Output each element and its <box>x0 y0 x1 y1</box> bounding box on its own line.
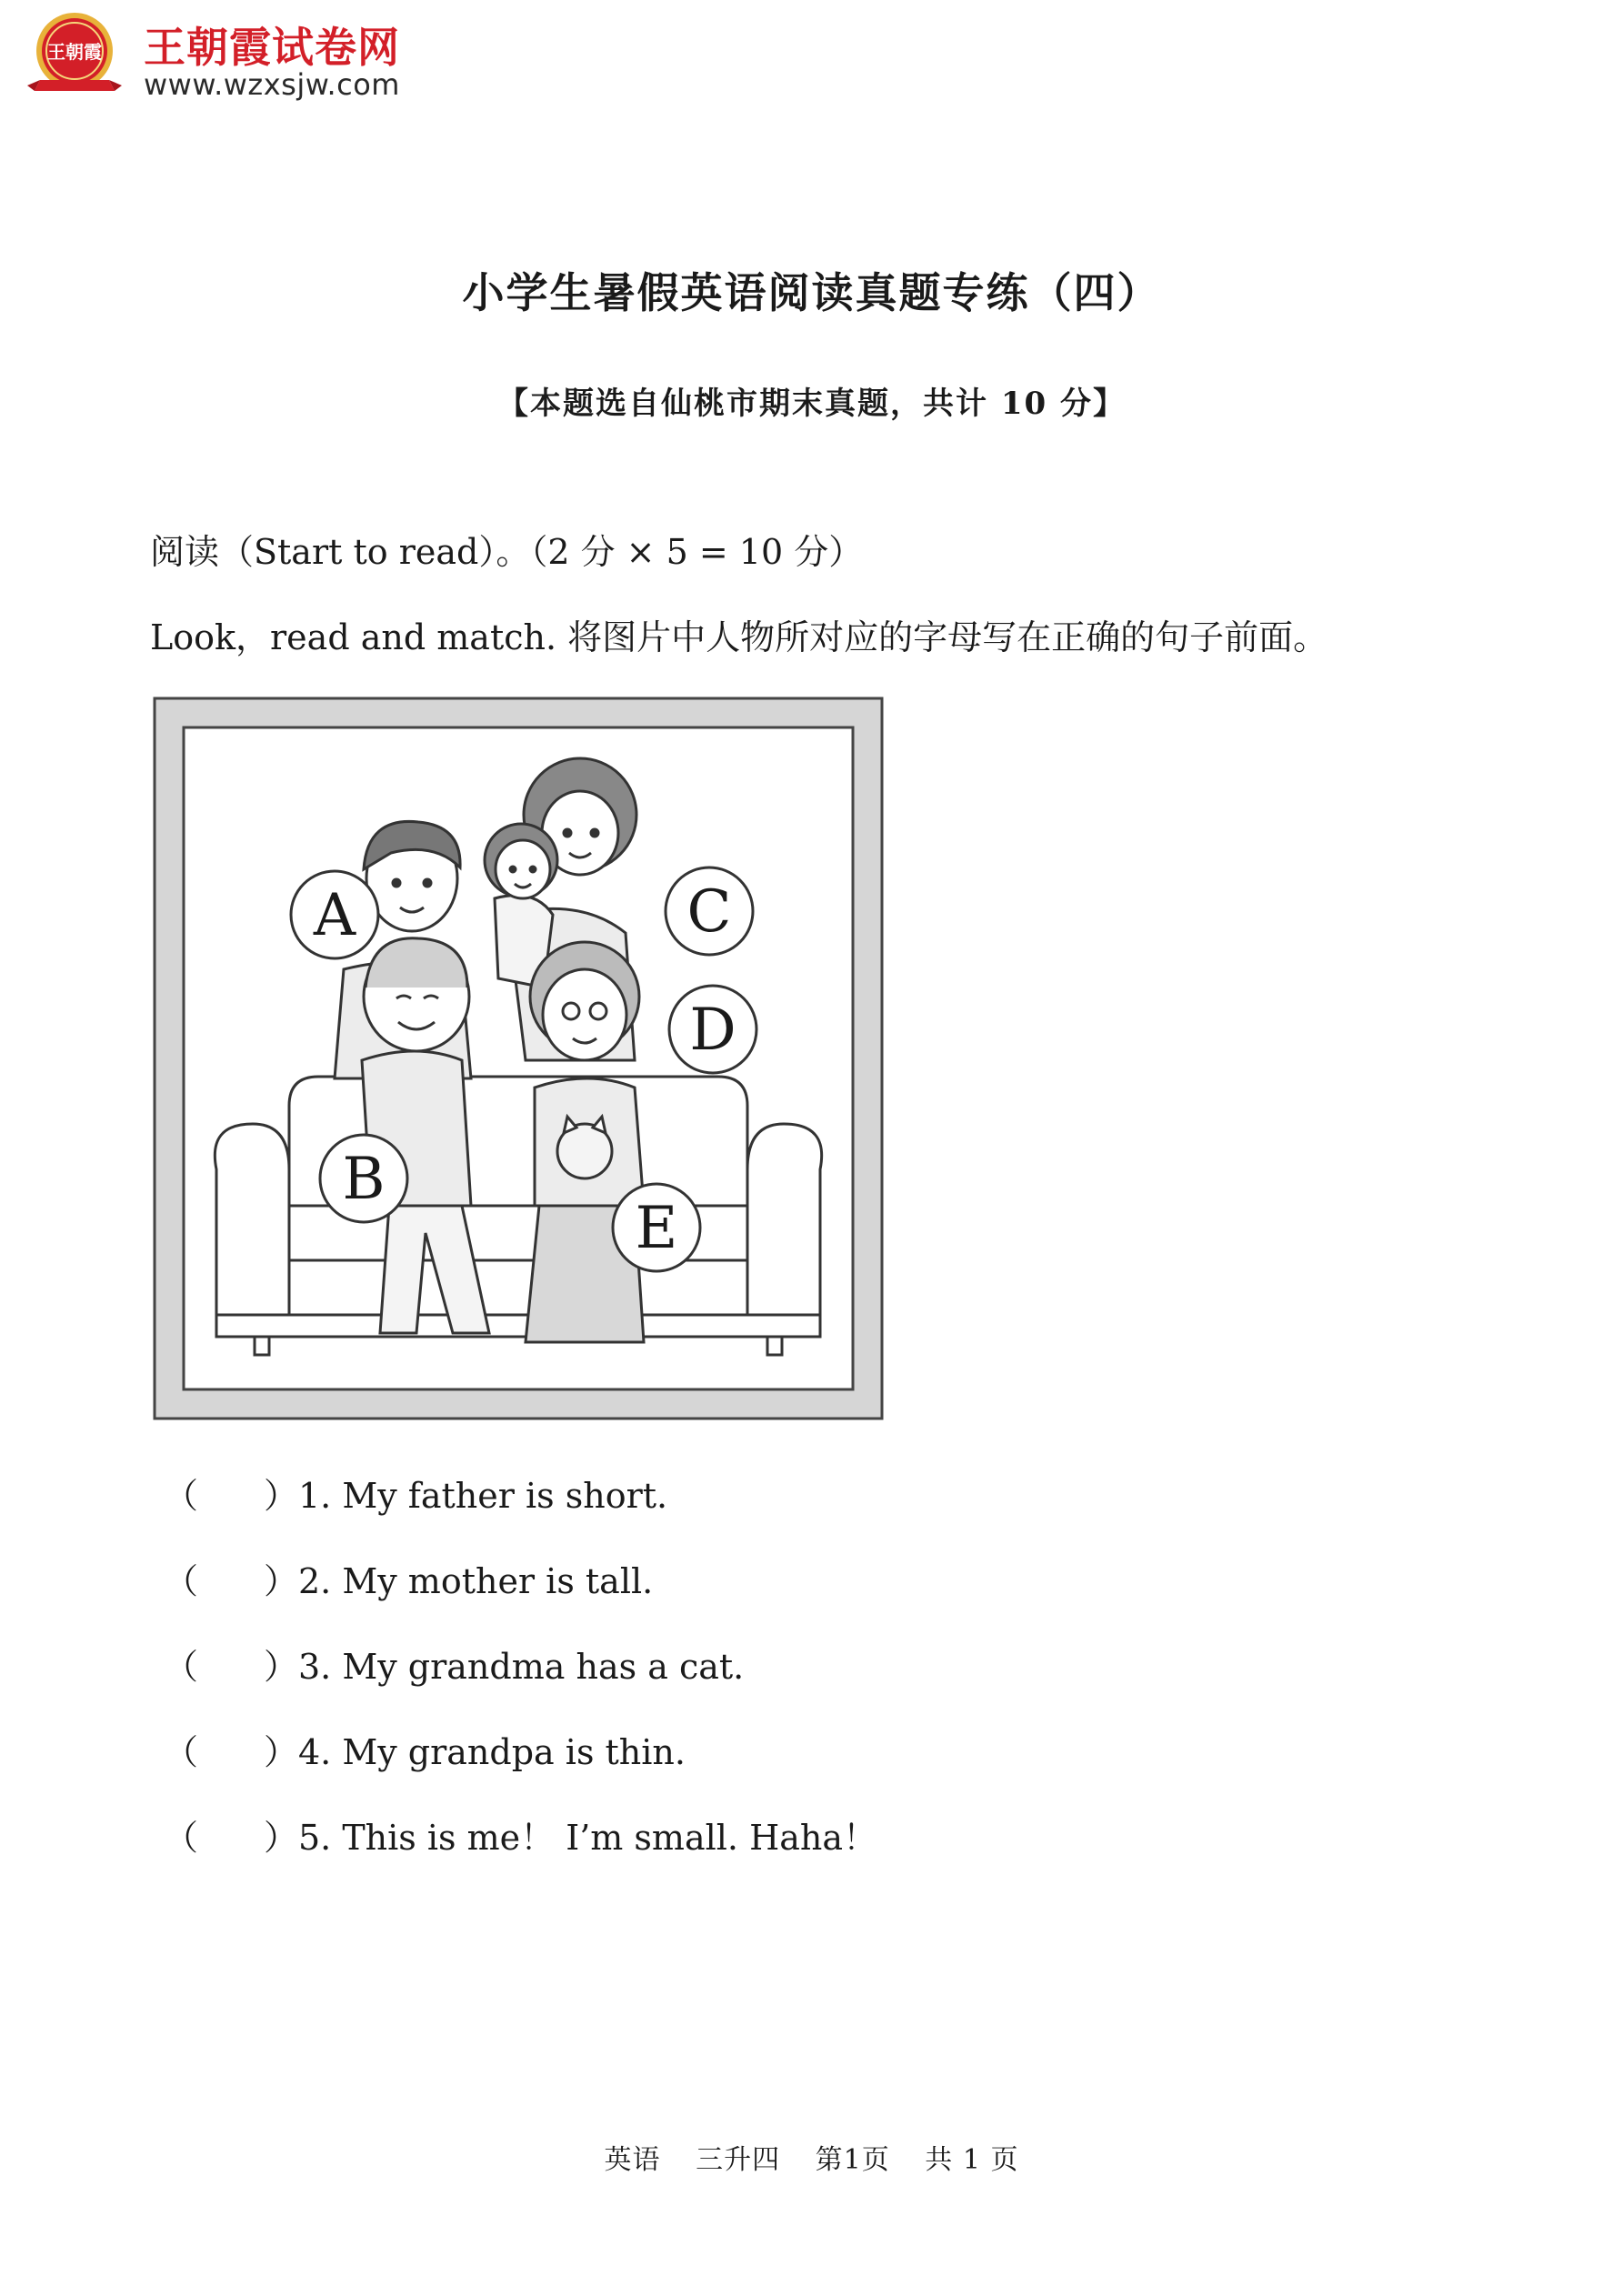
answer-blank-close: ） <box>264 1732 299 1772</box>
svg-text:C: C <box>686 878 732 946</box>
page-footer <box>0 2137 1623 2177</box>
answer-blank-open[interactable]: （ <box>164 1561 199 1601</box>
footer-grade: 三升四 <box>696 2144 781 2176</box>
brand-badge-text: 王朝霞 <box>47 41 102 63</box>
answer-blank-close: ） <box>264 1561 299 1601</box>
question-text: 1. My father is short. <box>298 1476 668 1516</box>
answer-blank-close: ） <box>264 1647 299 1687</box>
question-text: 3. My grandma has a cat. <box>298 1647 745 1687</box>
answer-blank-open[interactable]: （ <box>164 1732 199 1772</box>
answer-blank-open[interactable]: （ <box>164 1476 199 1516</box>
letter-label-a <box>291 871 378 958</box>
page-subtitle: 【本题选自仙桃市期末真题，共计 10 分】 <box>497 386 1126 422</box>
question-item-2 <box>164 1553 653 1603</box>
svg-text:B: B <box>342 1146 386 1213</box>
question-text: 4. My grandpa is thin. <box>298 1732 686 1772</box>
question-item-5 <box>164 1810 877 1860</box>
grandma-figure <box>526 942 644 1342</box>
svg-text:E: E <box>635 1195 678 1262</box>
question-item-3 <box>164 1639 744 1689</box>
family-picture <box>153 697 884 1420</box>
svg-text:D: D <box>689 997 736 1064</box>
footer-page-number: 第1页 <box>815 2144 890 2176</box>
letter-label-b <box>320 1135 407 1222</box>
letter-label-e <box>613 1184 700 1271</box>
footer-subject: 英语 <box>604 2144 661 2176</box>
instruction-line-2: Look，read and match. 将图片中人物所对应的字母写在正确的句子前面。 <box>150 617 1328 657</box>
letter-label-c <box>666 867 753 955</box>
question-item-4 <box>164 1724 686 1774</box>
brand-name: 王朝霞试卷网 <box>144 23 400 72</box>
answer-blank-close: ） <box>264 1818 299 1858</box>
brand-url[interactable]: www.wzxsjw.com <box>144 67 400 102</box>
letter-label-d <box>669 986 756 1073</box>
question-text: 5. This is me！ I’m small. Haha！ <box>298 1818 878 1858</box>
answer-blank-close: ） <box>264 1476 299 1516</box>
brand-badge-icon <box>27 9 135 100</box>
question-item-1 <box>164 1468 667 1518</box>
question-text: 2. My mother is tall. <box>298 1561 654 1601</box>
brand-logo <box>27 9 409 100</box>
page-title: 小学生暑假英语阅读真题专练（四） <box>462 268 1161 317</box>
footer-total-pages: 共 1 页 <box>925 2144 1019 2176</box>
answer-blank-open[interactable]: （ <box>164 1647 199 1687</box>
answer-blank-open[interactable]: （ <box>164 1818 199 1858</box>
svg-text:A: A <box>313 882 356 949</box>
instruction-line-1: 阅读（Start to read）。（2 分 × 5 = 10 分） <box>150 532 864 572</box>
